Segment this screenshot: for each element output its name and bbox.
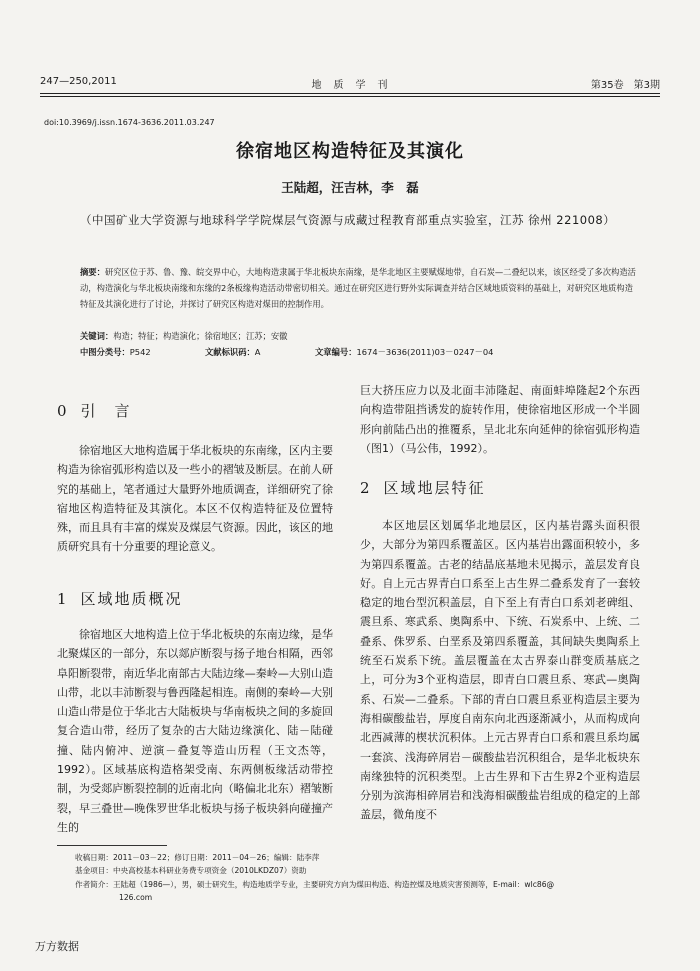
section-heading-1: 1 区域地质概况 xyxy=(57,590,183,608)
right-continuation-paragraph: 巨大挤压应力以及北面丰沛隆起、南面蚌埠隆起2个东西向构造带阻挡诱发的旋转作用，使徐宿地区形成一个半圆形向前陆凸出的推覆系，呈北北东向延伸的徐宿弧形构造（图1）（马公伟，1992）。 xyxy=(360,384,640,455)
volume-issue: 第35卷 第3期 xyxy=(590,80,660,91)
keywords xyxy=(80,330,640,342)
footnote-fund: 基金项目：中央高校基本科研业务费专项资金（2010LKDZ07）资助 xyxy=(75,866,307,876)
authors: 王陆超，汪吉林，李 磊 xyxy=(281,180,419,195)
doc-code-label: 文献标识码： xyxy=(205,347,255,357)
abstract xyxy=(80,264,640,312)
section-heading-0: 0 引 言 xyxy=(57,402,132,420)
regional-paragraph: 徐宿地区大地构造上位于华北板块的东南边缘，是华北聚煤区的一部分，东以郯庐断裂与扬子地台相隔，西邻阜阳断裂带，南近华北南部古大陆边缘—秦岭—大别山造山带，北以丰沛断裂与鲁西隆起相连。南侧的秦岭—大别山造山带是位于华北古大陆板块与华南板块之间的多旋回复合造山带，经历了复杂的古大陆边缘演化、陆－陆碰撞、陆内俯冲、逆演－叠复等造山历程（王文杰等，1992）。区域基底构造格架受南、东两侧板缘活动带控制，为受郯庐断裂控制的近南北向（略偏北北东）褶皱断裂，早三叠世—晚侏罗世华北板块与扬子板块斜向碰撞产生的 xyxy=(57,628,333,834)
journal-name: 地 质 学 刊 xyxy=(311,80,389,91)
header-rule-thin xyxy=(40,96,660,97)
paper-title: 徐宿地区构造特征及其演化 xyxy=(236,141,464,162)
clc-code: P542 xyxy=(129,347,151,357)
abstract-text: 研究区位于苏、鲁、豫、皖交界中心，大地构造隶属于华北板块东南缘，是华北地区主要赋煤地带，自石炭—二叠纪以来，该区经受了多次构造活动，构造演化与华北板块南缘和东缘的2条板缘构造活动带密切相关。通过在研究区进行野外实际调查并结合区域地质资料的基础上，对研究区地质构造特征及其演化进行了讨论，并探讨了研究区构造对煤田的控制作用。 xyxy=(80,267,636,309)
watermark: 万方数据 xyxy=(35,940,79,953)
footnote-bio-email: 126.com xyxy=(119,892,153,902)
affiliation: （中国矿业大学资源与地球科学学院煤层气资源与成藏过程教育部重点实验室，江苏 徐州 221008） xyxy=(80,213,616,227)
doc-code: A xyxy=(254,347,261,357)
article-no-label: 文章编号： xyxy=(315,347,357,357)
footnote-bio: 作者简介：王陆超（1986—），男，硕士研究生，构造地质学专业，主要研究方向为煤田构造、构造控煤及地质灾害预测等，E-mail：wlc86@ xyxy=(75,879,555,889)
footnote-dates: 收稿日期：2011－03－22；修订日期：2011－04－26；编辑：陆李萍 xyxy=(75,853,320,862)
doi: doi:10.3969/j.issn.1674-3636.2011.03.247 xyxy=(44,118,215,127)
page-range: 247—250,2011 xyxy=(40,76,117,87)
footnote-rule xyxy=(57,845,167,846)
intro-paragraph: 徐宿地区大地构造属于华北板块的东南缘，区内主要构造为徐宿弧形构造以及一些小的褶皱及断层。在前人研究的基础上，笔者通过大量野外地质调查，详细研究了徐宿地区构造特征及其演化。本区不仅构造特征及位置特殊，而且具有丰富的煤炭及煤层气资源。因此，该区的地质研究具有十分重要的理论意义。 xyxy=(57,444,333,554)
abstract-label: 摘要： xyxy=(80,267,105,277)
keywords-text: 构造；特征；构造演化；徐宿地区；江苏；安徽 xyxy=(113,331,288,341)
section-heading-2: 2 区域地层特征 xyxy=(360,479,486,497)
strata-paragraph: 本区地层区划属华北地层区，区内基岩露头面积很少，大部分为第四系覆盖区。区内基岩出露面积较小，多为第四系覆盖。古老的结晶底基地未见揭示，盖层发育良好。自上元古界青白口系至上古生界二叠系发育了一套较稳定的地台型沉积盖层，自下至上有青白口系刘老碑组、震旦系、寒武系、奥陶系中、下统、石炭系中、上统、二叠系、侏罗系、白垩系及第四系覆盖，其间缺失奥陶系上统至石炭系下统。盖层覆盖在太古界泰山群变质基底之上，可分为3个亚构造层，即青白口震旦系、寒武—奥陶系、石炭—二叠系。下部的青白口震旦系亚构造层主要为海相碳酸盐岩，厚度自南东向北西逐渐减小，从而构成向北西减薄的楔状沉积体。上元古界青白口系和震旦系均属一套滨、浅海碎屑岩－碳酸盐岩沉积组合，是华北板块东南缘独特的沉积类型。上古生界和下古生界2个亚构造层分别为滨海相碎屑岩和浅海相碳酸盐岩组成的稳定的上部盖层，微角度不 xyxy=(360,519,640,822)
footnotes xyxy=(75,851,635,904)
keywords-label: 关键词： xyxy=(80,331,114,341)
article-no: 1674－3636(2011)03－0247－04 xyxy=(356,347,494,357)
header-rule xyxy=(40,93,660,94)
clc-label: 中图分类号： xyxy=(80,347,130,357)
